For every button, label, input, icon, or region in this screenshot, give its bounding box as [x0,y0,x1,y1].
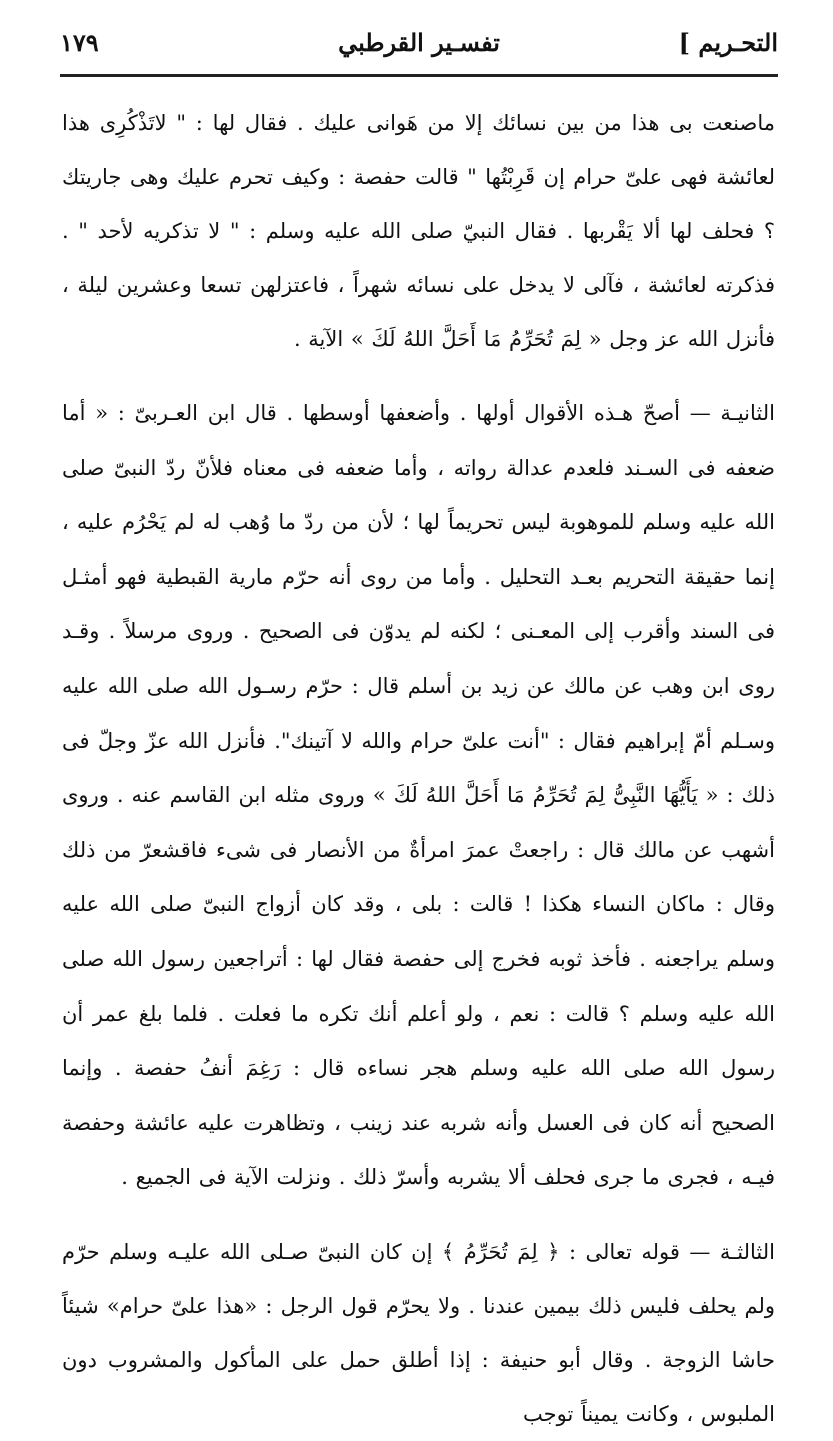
paragraph-1: ماصنعت بى هذا من بين نسائك إلا من هَوانى عليك . فقال لها : " لاتَذْكُرِى هذا لعائشة فهى علىّ حرام إن قَرِبْتُها " قالت حفصة : وكيف تحرم عليك وهى جاريتك ؟ فحلف لها ألا يَقْربها . فقال النبيّ صلى الله عليه وسلم : " لا تذكريه لأحد " . فذكرته لعائشة ، فآلى لا يدخل على نسائه شهراً ، فاعتزلهن تسعا وعشرين ليلة ، فأنزل الله عز وجل « لِمَ تُحَرِّمُ مَا أَحَلَّ اللهُ لَكَ » الآية . [62,111,775,351]
page-number: ١٧٩ [60,28,99,57]
paragraph-3: الثالثـة — قوله تعالى : ﴿ لِمَ تُحَرِّمُ ﴾ إن كان النبىّ صـلى الله عليـه وسلم حرّم ولم يحلف فليس ذلك بيمين عندنا . ولا يحرّم قول الرجل : «هذا علىّ حرام» شيئاً حاشا الزوجة . وقال أبو حنيفة : إذا أطلق حمل على المأكول والمشروب دون الملبوس ، وكانت يميناً توجب [62,1239,775,1426]
chapter-title: التحـريم ] [678,28,778,57]
book-title: تفسـير القرطبي [338,28,500,57]
page-header [60,22,778,70]
header-divider [60,74,778,77]
paragraph-2: الثانيـة — أصحّ هـذه الأقوال أولها . وأضعفها أوسطها . قال ابن العـربىّ : « أما ضعفه فى السـند فلعدم عدالة رواته ، وأما ضعفه فى معناه فلأنّ ردّ النبىّ صلى الله عليه وسلم للموهوبة ليس تحريماً لها ؛ لأن من ردّ ما وُهب له لم يَحْرُم عليه ، إنما حقيقة التحريم بعـد التحليل . وأما من روى أنه حرّم مارية القبطية فهو أمثـل فى السند وأقرب إلى المعـنى ؛ لكنه لم يدوّن فى الصحيح . وروى مرسلاً . وقـد روى ابن وهب عن مالك عن زيد بن أسلم قال : حرّم رسـول الله صلى الله عليه وسـلم أمّ إبراهيم فقال : "أنت علىّ حرام والله لا آتينك". فأنزل الله عزّ وجلّ فى ذلك : « يَأَيُّهَا النَّبِىُّ لِمَ تُحَرِّمُ مَا أَحَلَّ اللهُ لَكَ » وروى مثله ابن القاسم عنه . وروى أشهب عن مالك قال : راجعتْ عمرَ امرأةٌ من الأنصار فى شىء فاقشعرّ من ذلك وقال : ماكان النساء هكذا ! قالت : بلى ، وقد كان أزواج النبىّ صلى الله عليه وسلم يراجعنه . فأخذ ثوبه فخرج إلى حفصة فقال لها : أتراجعين رسول الله صلى الله عليه وسلم ؟ قالت : نعم ، ولو أعلم أنك تكره ما فعلت . فلما بلغ عمر أن رسول الله صلى الله عليه وسلم هجر نساءه قال : رَغِمَ أنفُ حفصة . وإنما الصحيح أنه كان فى العسل وأنه شربه عند زينب ، وتظاهرت عليه عائشة وحفصة فيـه ، فجرى ما جرى فحلف ألا يشربه وأسرّ ذلك . ونزلت الآية فى الجميع . [62,401,775,1190]
page-body [62,96,775,1441]
